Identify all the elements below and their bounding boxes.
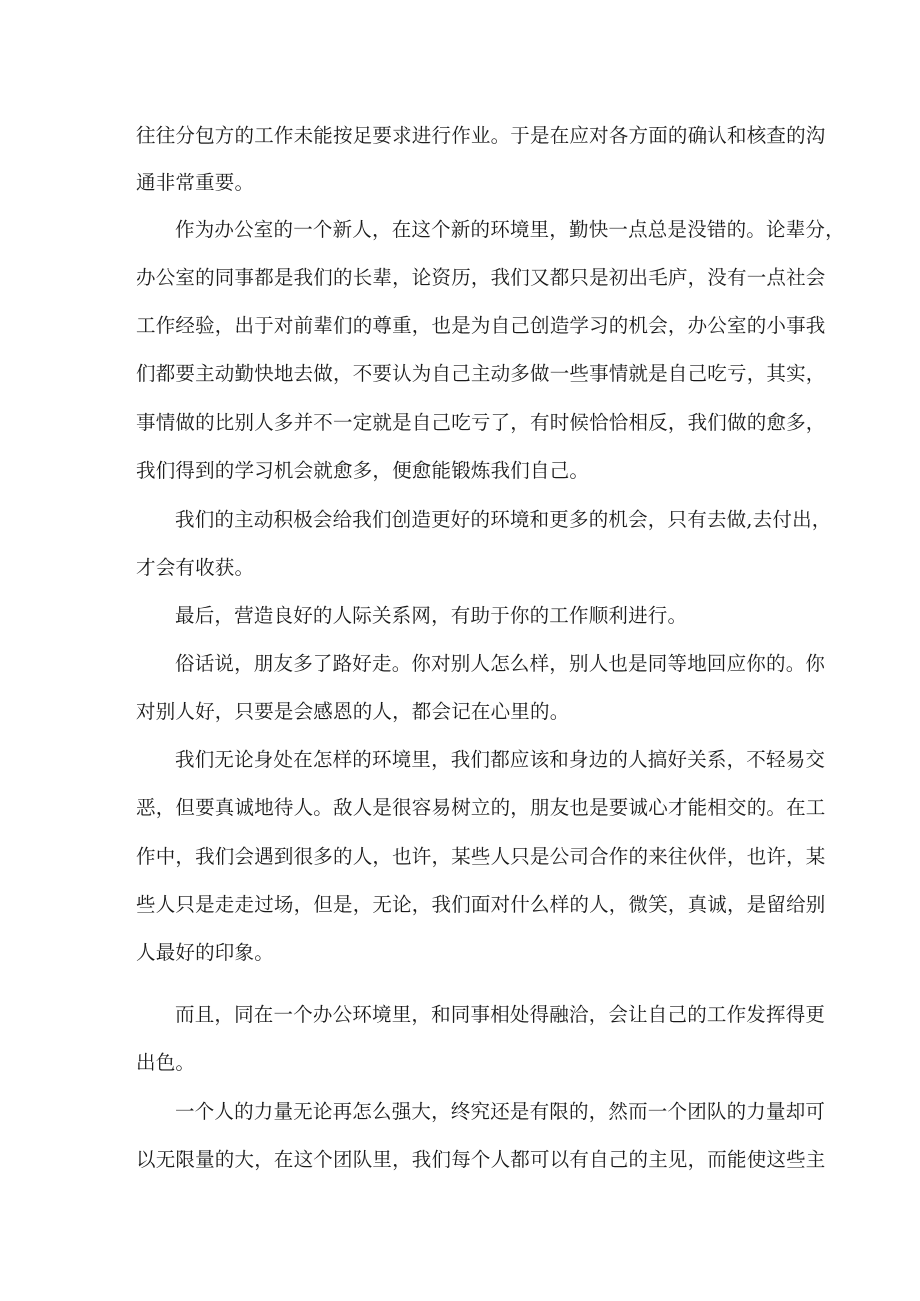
text-line: 以无限量的大，在这个团队里，我们每个人都可以有自己的主见，而能使这些主 <box>136 1148 826 1171</box>
text-line: 事情做的比别人多并不一定就是自己吃亏了，有时候恰恰相反，我们做的愈多， <box>136 411 826 434</box>
text-line: 作中，我们会遇到很多的人，也许，某些人只是公司合作的来往伙伴，也许，某 <box>136 845 826 868</box>
text-line: 往往分包方的工作未能按足要求进行作业。于是在应对各方面的确认和核查的沟 <box>136 124 826 147</box>
text-line: 们都要主动勤快地去做，不要认为自己主动多做一些事情就是自己吃亏，其实， <box>136 362 826 385</box>
text-line: 对别人好，只要是会感恩的人，都会记在心里的。 <box>136 700 570 723</box>
text-line: 些人只是走走过场，但是，无论，我们面对什么样的人，微笑，真诚，是留给别 <box>136 893 826 916</box>
paragraph-first-line: 我们无论身处在怎样的环境里，我们都应该和身边的人搞好关系，不轻易交 <box>175 748 826 771</box>
text-line: 我们得到的学习机会就愈多，便愈能锻炼我们自己。 <box>136 459 590 482</box>
paragraph-first-line: 最后，营造良好的人际关系网，有助于你的工作顺利进行。 <box>175 604 688 627</box>
text-line: 人最好的印象。 <box>136 941 274 964</box>
text-line: 办公室的同事都是我们的长辈，论资历，我们又都只是初出毛庐，没有一点社会 <box>136 266 826 289</box>
paragraph-first-line: 我们的主动积极会给我们创造更好的环境和更多的机会，只有去做,去付出， <box>175 508 832 531</box>
paragraph-first-line: 作为办公室的一个新人，在这个新的环境里，勤快一点总是没错的。论辈分， <box>175 218 845 241</box>
paragraph-first-line: 俗话说，朋友多了路好走。你对别人怎么样，别人也是同等地回应你的。你 <box>175 652 826 675</box>
text-line: 通非常重要。 <box>136 171 255 194</box>
text-line: 才会有收获。 <box>136 556 255 579</box>
text-line: 恶，但要真诚地待人。敌人是很容易树立的，朋友也是要诚心才能相交的。在工 <box>136 796 826 819</box>
paragraph-first-line: 而且，同在一个办公环境里，和同事相处得融洽，会让自己的工作发挥得更 <box>175 1003 826 1026</box>
text-line: 工作经验，出于对前辈们的尊重，也是为自己创造学习的机会，办公室的小事我 <box>136 314 826 337</box>
paragraph-first-line: 一个人的力量无论再怎么强大，终究还是有限的，然而一个团队的力量却可 <box>175 1100 826 1123</box>
text-line: 出色。 <box>136 1051 196 1074</box>
